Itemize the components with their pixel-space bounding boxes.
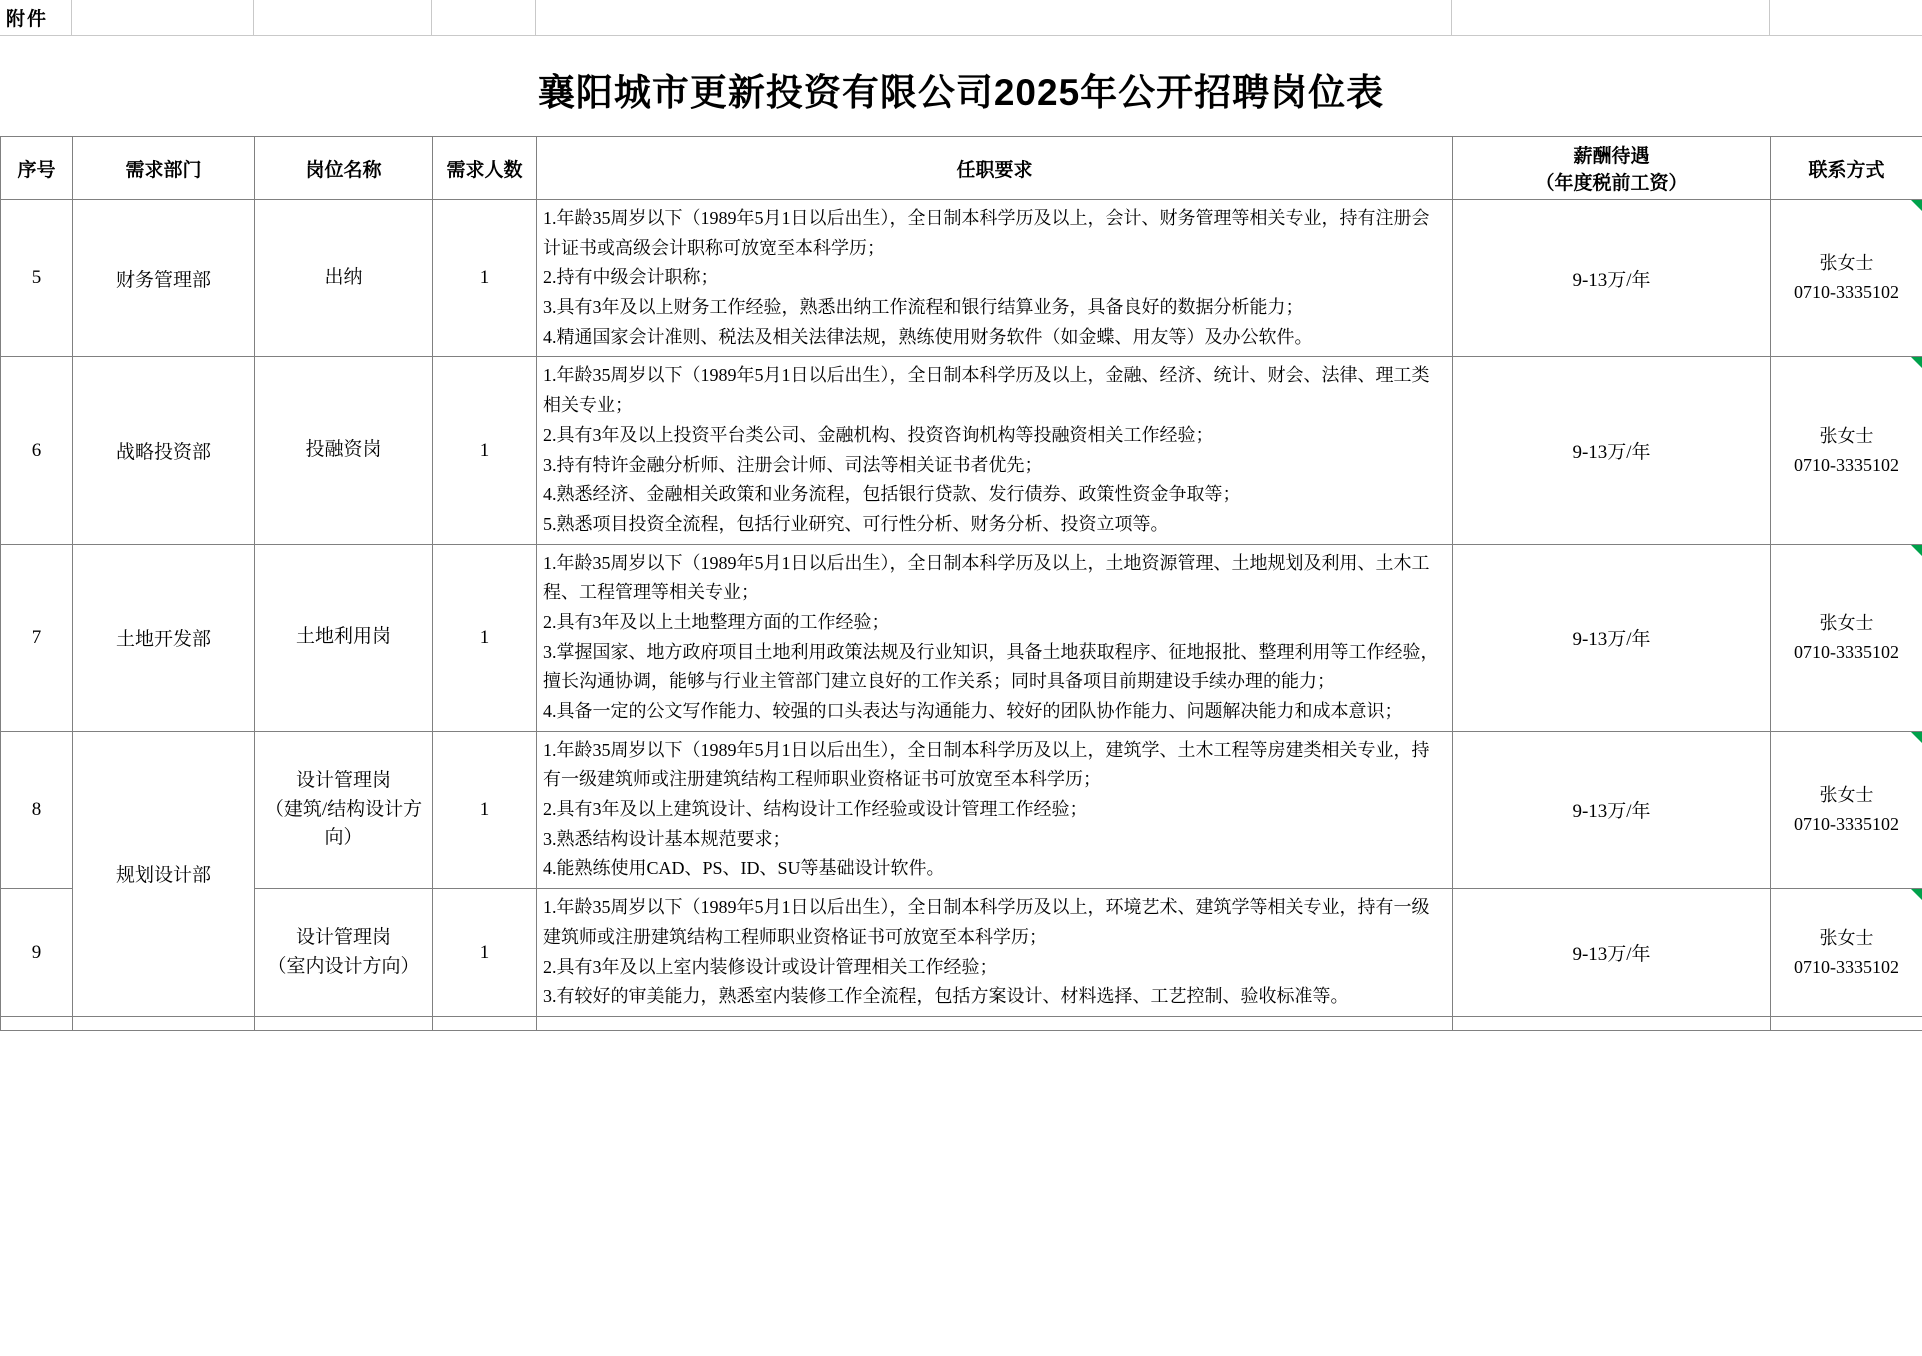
contact-name: 张女士 [1819, 253, 1874, 274]
header-requirements: 任职要求 [537, 137, 1453, 200]
spreadsheet-cell-c [254, 0, 432, 35]
spreadsheet-cell-f [1452, 0, 1770, 35]
table-row [1, 200, 1922, 357]
cell-salary: 9-13万/年 [1453, 357, 1771, 544]
cell-count: 1 [433, 889, 537, 1017]
cell-department: 土地开发部 [73, 544, 255, 731]
cell-empty [73, 1016, 255, 1030]
spreadsheet-cell-d [432, 0, 536, 35]
cell-requirements [537, 357, 1453, 544]
cell-empty [1, 1016, 73, 1030]
requirement-line: 2.持有中级会计职称； [543, 267, 719, 288]
contact-phone: 0710-3335102 [1794, 282, 1899, 303]
spreadsheet-cell-e [536, 0, 1452, 35]
contact-name: 张女士 [1819, 425, 1874, 446]
cell-contact [1771, 357, 1922, 544]
cell-count: 1 [433, 731, 537, 888]
contact-name: 张女士 [1819, 927, 1874, 948]
requirement-line: 4.能熟练使用CAD、PS、ID、SU等基础设计软件。 [543, 858, 945, 879]
cell-salary: 9-13万/年 [1453, 731, 1771, 888]
cell-requirements [537, 200, 1453, 357]
header-contact: 联系方式 [1771, 137, 1922, 200]
cell-department: 规划设计部 [73, 731, 255, 1016]
comment-marker-icon [1911, 889, 1922, 900]
requirement-line: 1.年龄35周岁以下（1989年5月1日以后出生），全日制本科学历及以上，环境艺术、建筑学等相关专业，持有一级建筑师或注册建筑结构工程师职业资格证书可放宽至本科学历； [543, 897, 1430, 947]
cell-count: 1 [433, 357, 537, 544]
cell-department: 战略投资部 [73, 357, 255, 544]
requirement-line: 4.具备一定的公文写作能力、较强的口头表达与沟通能力、较好的团队协作能力、问题解决能力和成本意识； [543, 701, 1403, 721]
cell-no: 7 [1, 544, 73, 731]
requirement-line: 1.年龄35周岁以下（1989年5月1日以后出生），全日制本科学历及以上，建筑学、土木工程等房建类相关专业，持有一级建筑师或注册建筑结构工程师职业资格证书可放宽至本科学历； [543, 739, 1430, 790]
table-row [1, 889, 1922, 1017]
cell-empty [433, 1016, 537, 1030]
cell-no: 6 [1, 357, 73, 544]
cell-empty [1771, 1016, 1922, 1030]
cell-contact [1771, 544, 1922, 731]
table-row-partial [1, 1016, 1922, 1030]
table-row [1, 357, 1922, 544]
comment-marker-icon [1911, 732, 1922, 743]
requirement-line: 5.熟悉项目投资全流程，包括行业研究、可行性分析、财务分析、投资立项等。 [543, 513, 1169, 534]
cell-empty [255, 1016, 433, 1030]
cell-requirements [537, 544, 1453, 731]
contact-phone: 0710-3335102 [1794, 454, 1899, 475]
cell-count: 1 [433, 544, 537, 731]
header-post: 岗位名称 [255, 137, 433, 200]
requirement-line: 3.持有特许金融分析师、注册会计师、司法等相关证书者优先； [543, 454, 1043, 475]
cell-empty [537, 1016, 1453, 1030]
requirement-line: 3.熟悉结构设计基本规范要求； [543, 828, 791, 849]
header-no: 序号 [1, 137, 73, 200]
table-body [1, 200, 1922, 1031]
spreadsheet-cell-b [72, 0, 254, 35]
contact-phone: 0710-3335102 [1794, 641, 1899, 662]
cell-salary: 9-13万/年 [1453, 200, 1771, 357]
cell-no: 9 [1, 889, 73, 1017]
requirement-line: 2.具有3年及以上土地整理方面的工作经验； [543, 611, 890, 632]
cell-contact [1771, 731, 1922, 888]
cell-count: 1 [433, 200, 537, 357]
requirement-line: 4.熟悉经济、金融相关政策和业务流程，包括银行贷款、发行债券、政策性资金争取等； [543, 484, 1241, 505]
cell-position: 投融资岗 [255, 357, 433, 544]
table-row [1, 731, 1922, 888]
attachment-row [0, 0, 1922, 36]
cell-position: 设计管理岗 （室内设计方向） [255, 889, 433, 1017]
cell-no: 8 [1, 731, 73, 888]
cell-requirements [537, 731, 1453, 888]
requirement-line: 1.年龄35周岁以下（1989年5月1日以后出生），全日制本科学历及以上，土地资源管理、土地规划及利用、土木工程、工程管理等相关专业； [543, 552, 1430, 603]
header-dept: 需求部门 [73, 137, 255, 200]
requirement-line: 3.具有3年及以上财务工作经验，熟悉出纳工作流程和银行结算业务，具备良好的数据分析能力； [543, 297, 1304, 318]
requirement-line: 4.精通国家会计准则、税法及相关法律法规，熟练使用财务软件（如金蝶、用友等）及办公软件。 [543, 326, 1313, 347]
cell-salary: 9-13万/年 [1453, 889, 1771, 1017]
requirement-line: 1.年龄35周岁以下（1989年5月1日以后出生），全日制本科学历及以上，会计、财务管理等相关专业，持有注册会计证书或高级会计职称可放宽至本科学历； [543, 208, 1430, 258]
cell-position: 设计管理岗 （建筑/结构设计方向） [255, 731, 433, 888]
contact-name: 张女士 [1819, 612, 1874, 633]
cell-contact [1771, 200, 1922, 357]
cell-position: 出纳 [255, 200, 433, 357]
spreadsheet-cell-g [1770, 0, 1922, 35]
table-row [1, 544, 1922, 731]
cell-salary: 9-13万/年 [1453, 544, 1771, 731]
requirement-line: 2.具有3年及以上投资平台类公司、金融机构、投资咨询机构等投融资相关工作经验； [543, 424, 1214, 445]
requirement-line: 3.掌握国家、地方政府项目土地利用政策法规及行业知识，具备土地获取程序、征地报批、整理利用等工作经验，擅长沟通协调，能够与行业主管部门建立良好的工作关系；同时具备项目前期建设手续办理的能力； [543, 641, 1439, 692]
requirement-line: 2.具有3年及以上室内装修设计或设计管理相关工作经验； [543, 956, 998, 977]
recruitment-table [0, 136, 1922, 1031]
requirement-line: 2.具有3年及以上建筑设计、结构设计工作经验或设计管理工作经验； [543, 799, 1088, 820]
contact-phone: 0710-3335102 [1794, 813, 1899, 834]
cell-contact [1771, 889, 1922, 1017]
attachment-label: 附件 [6, 9, 49, 30]
contact-name: 张女士 [1819, 785, 1874, 806]
attachment-cell [0, 0, 72, 35]
table-header-row [1, 137, 1922, 200]
cell-requirements [537, 889, 1453, 1017]
comment-marker-icon [1911, 357, 1922, 368]
header-salary [1453, 137, 1771, 200]
header-salary-line2: （年度税前工资） [1535, 173, 1688, 194]
cell-position: 土地利用岗 [255, 544, 433, 731]
requirement-line: 1.年龄35周岁以下（1989年5月1日以后出生），全日制本科学历及以上，金融、经济、统计、财会、法律、理工类相关专业； [543, 365, 1430, 416]
page-title: 襄阳城市更新投资有限公司2025年公开招聘岗位表 [537, 72, 1385, 113]
contact-phone: 0710-3335102 [1794, 956, 1899, 977]
header-count: 需求人数 [433, 137, 537, 200]
cell-empty [1453, 1016, 1771, 1030]
cell-no: 5 [1, 200, 73, 357]
header-salary-line1: 薪酬待遇 [1573, 146, 1650, 167]
cell-department: 财务管理部 [73, 200, 255, 357]
comment-marker-icon [1911, 200, 1922, 211]
comment-marker-icon [1911, 545, 1922, 556]
requirement-line: 3.有较好的审美能力，熟悉室内装修工作全流程，包括方案设计、材料选择、工艺控制、验收标准等。 [543, 986, 1349, 1007]
